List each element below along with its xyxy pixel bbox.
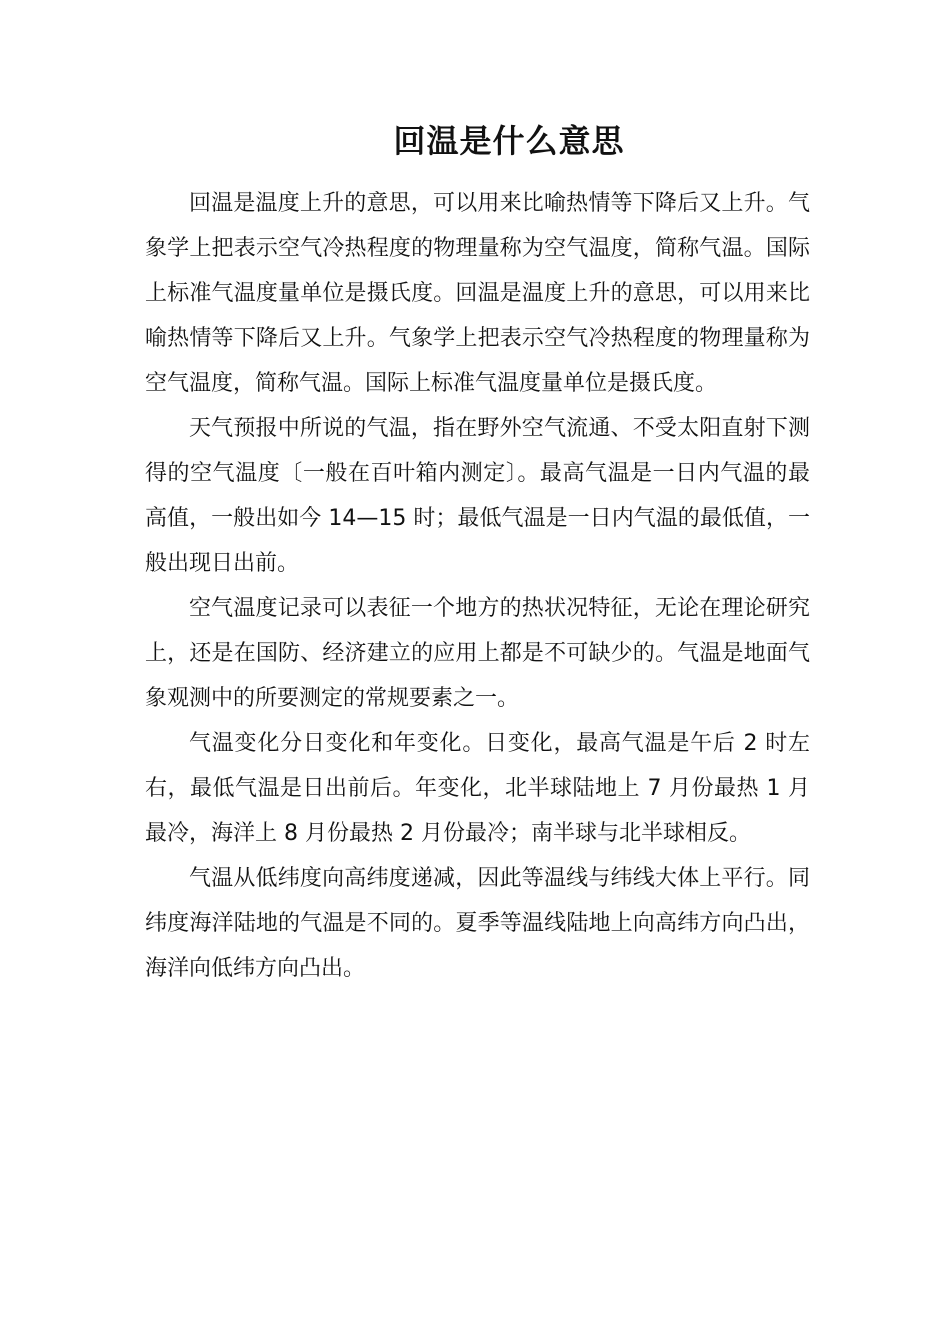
document-title: 回温是什么意思 <box>393 122 625 160</box>
paragraph-1: 回温是温度上升的意思，可以用来比喻热情等下降后又上升。气象学上把表示空气冷热程度的物理量称为空气温度，简称气温。国际上标准气温度量单位是摄氏度。回温是温度上升的意思，可以用来比喻热情等下降后又上升。气象学上把表示空气冷热程度的物理量称为空气温度，简称气温。国际上标准气温度量单位是摄氏度。 <box>145 191 810 396</box>
paragraph-4: 气温变化分日变化和年变化。日变化，最高气温是午后 2 时左右，最低气温是日出前后。年变化，北半球陆地上 7 月份最热 1 月最冷，海洋上 8 月份最热 2 月份最冷；南半球与北半球相反。 <box>145 731 810 846</box>
paragraph-5: 气温从低纬度向高纬度递减，因此等温线与纬线大体上平行。同纬度海洋陆地的气温是不同的。夏季等温线陆地上向高纬方向凸出，海洋向低纬方向凸出。 <box>145 866 810 981</box>
paragraph-2: 天气预报中所说的气温，指在野外空气流通、不受太阳直射下测得的空气温度〔一般在百叶箱内测定〕。最高气温是一日内气温的最高值，一般出如今 14—15 时；最低气温是一日内气温的最低值，一般出现日出前。 <box>145 416 810 576</box>
paragraph-3: 空气温度记录可以表征一个地方的热状况特征，无论在理论研究上，还是在国防、经济建立的应用上都是不可缺少的。气温是地面气象观测中的所要测定的常规要素之一。 <box>145 596 810 711</box>
document-body <box>145 181 810 991</box>
